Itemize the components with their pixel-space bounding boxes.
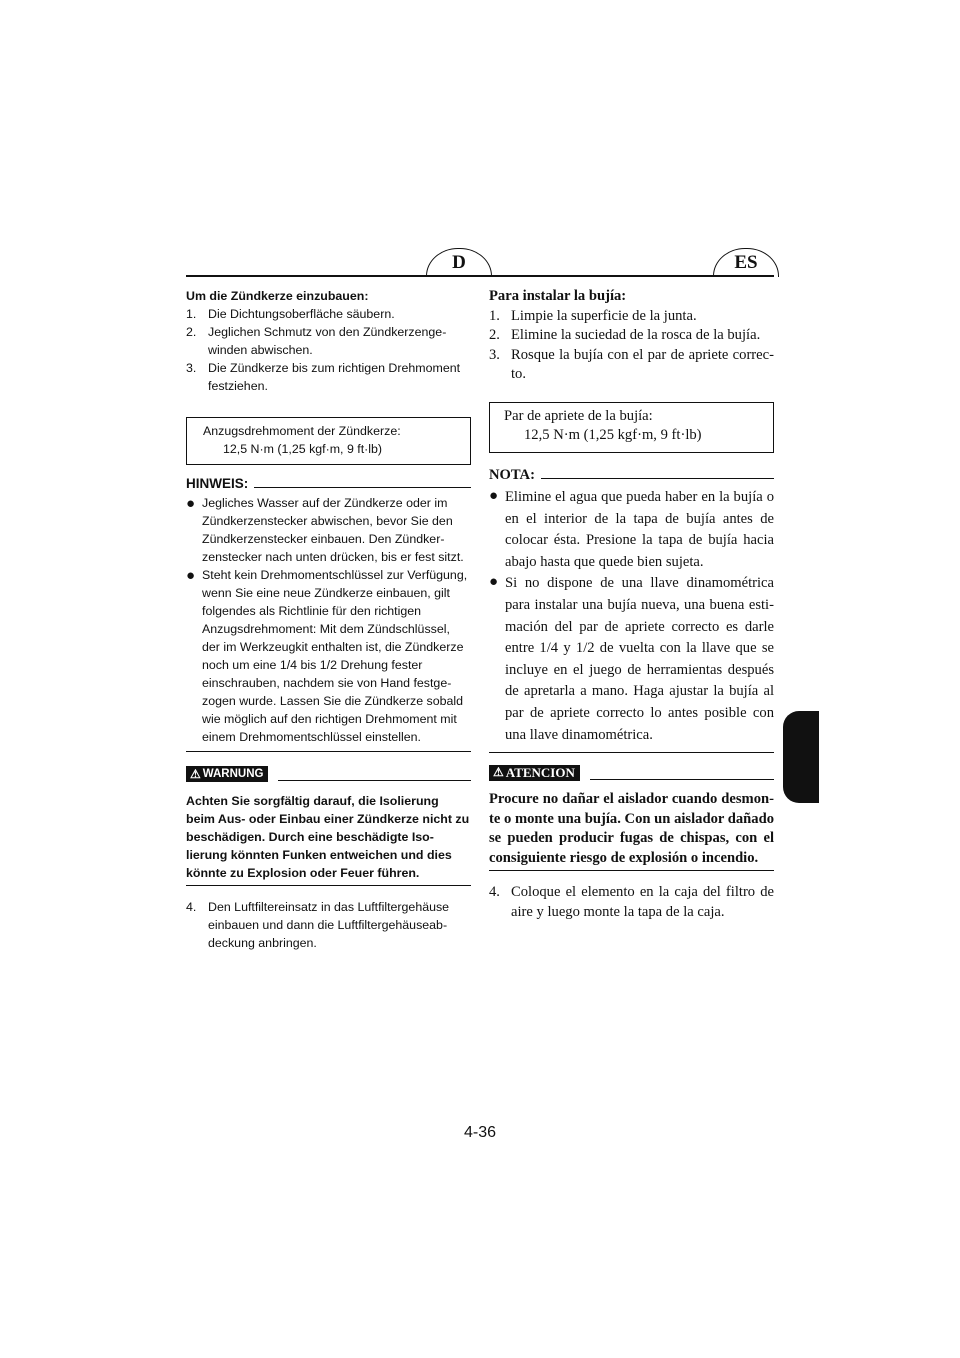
install-heading: Para instalar la bujía:: [489, 288, 627, 304]
note-heading: [489, 466, 774, 486]
column-spanish: [489, 287, 774, 922]
note-bullet-text: Jegliches Wasser auf der Zündkerze oder im Zündkerzenstecker abwischen, bevor Sie den Zündkerzenstecker einbauen. Den Zündkerzenstecker nach unten drücken, bis er fest sitzt.: [202, 496, 464, 564]
torque-spec-box: [489, 402, 774, 453]
note-bullet-text: Elimine el agua que pueda haber en la bujía o en el interior de la tapa de bujía antes de colocar ésta. Presione la tapa de bujía hacia abajo hasta que quede bien sujeta.: [505, 489, 774, 570]
step-number: 2.: [489, 327, 500, 343]
torque-spec-box: [186, 417, 471, 465]
warning-heading: [186, 766, 471, 782]
note-list: [186, 494, 471, 746]
step-text: Limpie la superficie de la junta.: [511, 307, 697, 324]
step-number: 4.: [489, 884, 500, 901]
install-heading: Um die Zündkerze einzubauen:: [186, 289, 369, 303]
step-item: [489, 326, 774, 346]
final-step: [186, 898, 471, 952]
warning-heading: [489, 765, 774, 781]
step-number: 2.: [186, 325, 197, 339]
bullet-icon: ●: [186, 495, 196, 512]
warning-end-rule: [489, 870, 774, 871]
warning-label: ATENCION: [505, 765, 575, 781]
section-thumb-tab: [783, 711, 819, 803]
language-tab-de: D: [426, 248, 492, 277]
bullet-icon: ●: [186, 567, 196, 584]
column-german: [186, 287, 471, 952]
install-steps: [186, 305, 471, 395]
torque-spec-value: 12,5 N·m (1,25 kgf·m, 9 ft·lb): [223, 442, 383, 456]
note-bullet-item: [489, 487, 774, 573]
step-item: [489, 883, 774, 922]
step-number: 1.: [186, 307, 197, 321]
bullet-icon: ●: [489, 574, 499, 591]
step-item: [489, 346, 774, 385]
note-rule: [541, 478, 774, 479]
note-label: HINWEIS:: [186, 476, 249, 491]
header-rule: [186, 275, 774, 277]
step-item: [186, 898, 471, 952]
note-bullet-text: Steht kein Drehmomentschlüssel zur Verfügung, wenn Sie eine neue Zündkerze einbauen, gilt folgendes als Richtlinie für den richtigen Anzugsdrehmoment: Mit dem Zündschlüssel, der im Werkzeugkit enthalten ist, die Zündkerze noch um eine 1/4 bis 1/2 Drehung fester einschrauben, nachdem sie von Hand festgezogen wurde. Lassen Sie die Zündkerze sobald wie möglich auf den richtigen Drehmoment mit einem Drehmomentschlüssel einstellen.: [202, 568, 468, 744]
step-text: Jeglichen Schmutz von den Zündkerzengewinden abwischen.: [208, 325, 447, 357]
step-text: Coloque el elemento en la caja del filtro de aire y luego monte la tapa de la caja.: [511, 884, 774, 920]
note-rule: [254, 487, 471, 488]
note-bullet-item: [489, 573, 774, 746]
step-text: Elimine la suciedad de la rosca de la bujía.: [511, 327, 761, 343]
step-item: [186, 323, 471, 359]
torque-spec-label: Par de apriete de la bujía:: [504, 407, 653, 424]
warning-badge: [186, 766, 268, 782]
step-item: [186, 305, 471, 323]
step-text: Den Luftfiltereinsatz in das Luftfiltergehäuse einbauen und dann die Luftfiltergehäuseabdeckung anbringen.: [208, 900, 450, 950]
note-label: NOTA:: [489, 466, 535, 483]
step-text: Die Dichtungsoberfläche säubern.: [208, 307, 395, 321]
warning-rule: [590, 779, 774, 780]
warning-triangle-icon: ⚠: [493, 765, 504, 780]
warning-text: Procure no dañar el aislador cuando desmonte o monte una bujía. Con un aislador dañado se pueden producir fugas de chispas, con el consiguiente riesgo de explosión o incendio.: [489, 791, 774, 866]
step-item: [489, 307, 774, 327]
note-bullet-item: [186, 566, 471, 746]
warning-text: Achten Sie sorgfältig darauf, die Isolierung beim Aus- oder Einbau einer Zündkerze nicht zu beschädigen. Durch eine beschädigte Isolierung könnten Funken entweichen und dies könnte zu Explosion oder Feuer führen.: [186, 794, 470, 880]
torque-spec-label: Anzugsdrehmoment der Zündkerze:: [203, 424, 401, 438]
warning-label: WARNUNG: [202, 768, 264, 780]
warning-badge: [489, 765, 580, 781]
step-text: Rosque la bujía con el par de apriete correcto.: [511, 346, 774, 382]
step-number: 3.: [489, 346, 500, 363]
warning-rule: [278, 780, 471, 781]
step-text: Die Zündkerze bis zum richtigen Drehmoment festziehen.: [208, 361, 461, 393]
step-number: 3.: [186, 361, 197, 375]
note-end-rule: [186, 751, 471, 752]
note-end-rule: [489, 752, 774, 753]
install-steps: [489, 307, 774, 385]
warning-end-rule: [186, 885, 471, 886]
step-number: 1.: [489, 307, 500, 324]
note-bullet-item: [186, 494, 471, 566]
warning-triangle-icon: ⚠: [190, 767, 201, 781]
note-heading: [186, 475, 471, 493]
bullet-icon: ●: [489, 488, 499, 504]
step-number: 4.: [186, 900, 197, 914]
torque-spec-value: 12,5 N·m (1,25 kgf·m, 9 ft·lb): [524, 427, 702, 443]
note-bullet-text: Si no dispone de una llave dinamométrica para instalar una bujía nueva, una buena estimación del par de apriete correcto es darle entre 1/4 y 1/2 de vuelta con la llave que se incluye en el juego de herramientas después de apretarla a mano. Haga ajustar la bujía al par de apriete correcto lo antes posible con una llave dinamométrica.: [505, 575, 774, 743]
page-number: 4-36: [463, 1124, 497, 1141]
step-item: [186, 359, 471, 395]
note-list: [489, 487, 774, 746]
final-step: [489, 883, 774, 922]
language-tab-es: ES: [713, 248, 779, 277]
